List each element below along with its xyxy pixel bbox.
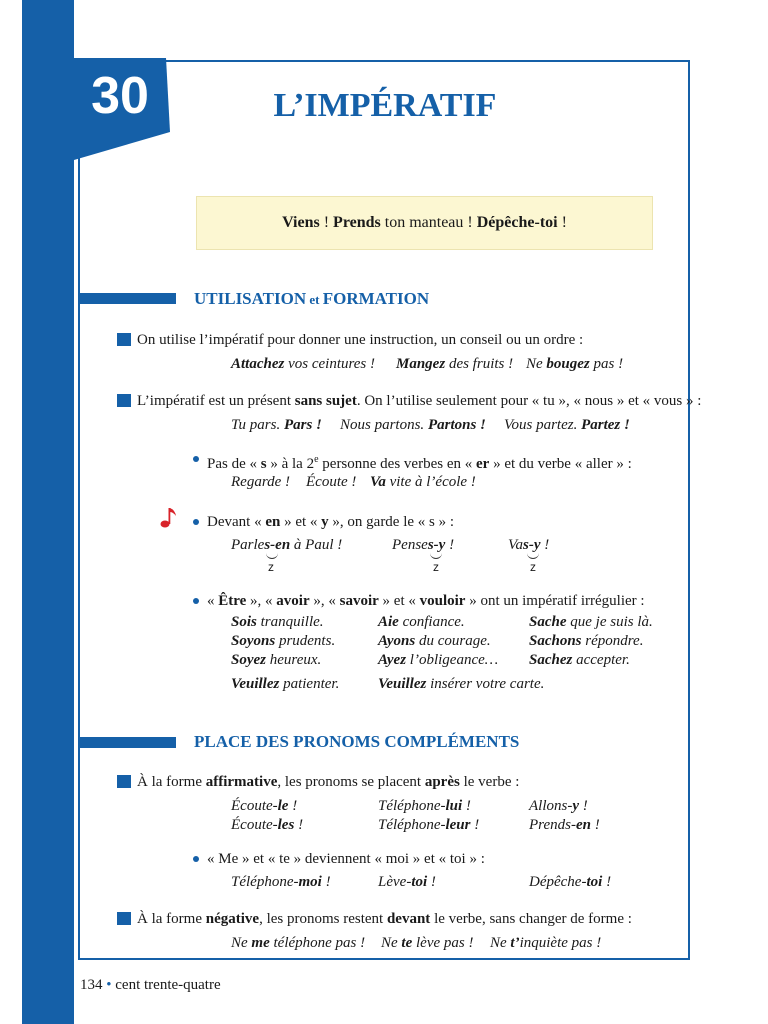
page-title: L’IMPÉRATIF	[273, 87, 497, 124]
sub-rule-text: « Être », « avoir », « savoir » et « vouloir » ont un impératif irrégulier :	[207, 593, 645, 609]
example-viens: Viens	[282, 214, 320, 231]
example-line: Ne bougez pas !	[526, 356, 624, 372]
rule-text: À la forme négative, les pronoms restent devant le verbe, sans changer de forme :	[137, 911, 632, 927]
example-line: Vous partez. Partez !	[504, 417, 630, 433]
example-line: Penses-y !	[392, 537, 455, 553]
example-line: Écoute !	[306, 474, 357, 490]
example-line: Lève-toi !	[378, 874, 436, 890]
sub-bullet	[193, 519, 199, 525]
example-depeche: Dépêche-toi	[476, 214, 558, 231]
sub-bullet	[193, 598, 199, 604]
example-line: Vas-y !	[508, 537, 550, 553]
example-line: Soyons prudents.	[231, 633, 336, 649]
page-footer: 134 • cent trente-quatre	[80, 977, 221, 993]
rule-text: À la forme affirmative, les pronoms se placent après le verbe :	[137, 774, 520, 790]
example-line: Écoute-les !	[231, 817, 304, 833]
section-bar-pronoms	[80, 737, 176, 748]
rule-bullet	[117, 333, 131, 346]
example-line: Regarde !	[231, 474, 291, 490]
left-color-band	[22, 0, 74, 1024]
example-line: Téléphone-lui !	[378, 798, 471, 814]
example-line: Ayez l’obligeance…	[378, 652, 499, 668]
example-line: Nous partons. Partons !	[340, 417, 486, 433]
rule-bullet	[117, 775, 131, 788]
liaison-z: z	[530, 560, 536, 574]
example-line: Veuillez insérer votre carte.	[378, 676, 545, 692]
example-line: Aie confiance.	[378, 614, 465, 630]
example-line: Allons-y !	[529, 798, 588, 814]
section-bar-utilisation	[80, 293, 176, 304]
rule-text: On utilise l’impératif pour donner une instruction, un conseil ou un ordre :	[137, 332, 584, 348]
section-title-pronoms: PLACE DES PRONOMS COMPLÉMENTS	[194, 732, 520, 751]
sub-bullet	[193, 856, 199, 862]
liaison-z: z	[433, 560, 439, 574]
chapter-number: 30	[91, 67, 149, 125]
section-title-utilisation: UTILISATION et FORMATION	[194, 289, 430, 308]
example-line: Attachez vos ceintures !	[231, 356, 376, 372]
example-line: Va vite à l’école !	[370, 474, 476, 490]
music-note-icon	[160, 505, 178, 529]
example-line: Parles-en à Paul !	[231, 537, 343, 553]
example-line: Téléphone-moi !	[231, 874, 331, 890]
rule-bullet	[117, 394, 131, 407]
example-line: Prends-en !	[529, 817, 600, 833]
example-line: Ne me téléphone pas !	[231, 935, 366, 951]
example-line: Téléphone-leur !	[378, 817, 480, 833]
example-line: Écoute-le !	[231, 798, 298, 814]
example-line: Dépêche-toi !	[529, 874, 612, 890]
sub-rule-text: Devant « en » et « y », on garde le « s » :	[207, 514, 455, 530]
example-line: Sachons répondre.	[529, 633, 644, 649]
example-line: Sache que je suis là.	[529, 614, 653, 630]
sub-bullet	[193, 456, 199, 462]
example-line: Ne te lève pas !	[381, 935, 474, 951]
example-line: Sois tranquille.	[231, 614, 324, 630]
sub-rule-text: Pas de « s » à la 2e personne des verbes en « er » et du verbe « aller » :	[207, 454, 632, 472]
example-line: Sachez accepter.	[529, 652, 630, 668]
example-line: Mangez des fruits !	[396, 356, 514, 372]
intro-example-box: Viens ! Prends ton manteau ! Dépêche-toi !	[196, 196, 653, 250]
example-line: Soyez heureux.	[231, 652, 322, 668]
sub-rule-text: « Me » et « te » deviennent « moi » et « toi » :	[207, 851, 485, 867]
rule-text: L’impératif est un présent sans sujet. On l’utilise seulement pour « tu », « nous » et « vous » :	[137, 393, 702, 409]
liaison-z: z	[268, 560, 274, 574]
example-line: Veuillez patienter.	[231, 676, 340, 692]
page-number: 134	[80, 977, 103, 993]
example-line: Ayons du courage.	[378, 633, 491, 649]
page-number-words: cent trente-quatre	[115, 977, 221, 993]
rule-bullet	[117, 912, 131, 925]
example-line: Ne t’inquiète pas !	[490, 935, 602, 951]
example-line: Tu pars. Pars !	[231, 417, 322, 433]
example-prends: Prends	[333, 214, 381, 231]
